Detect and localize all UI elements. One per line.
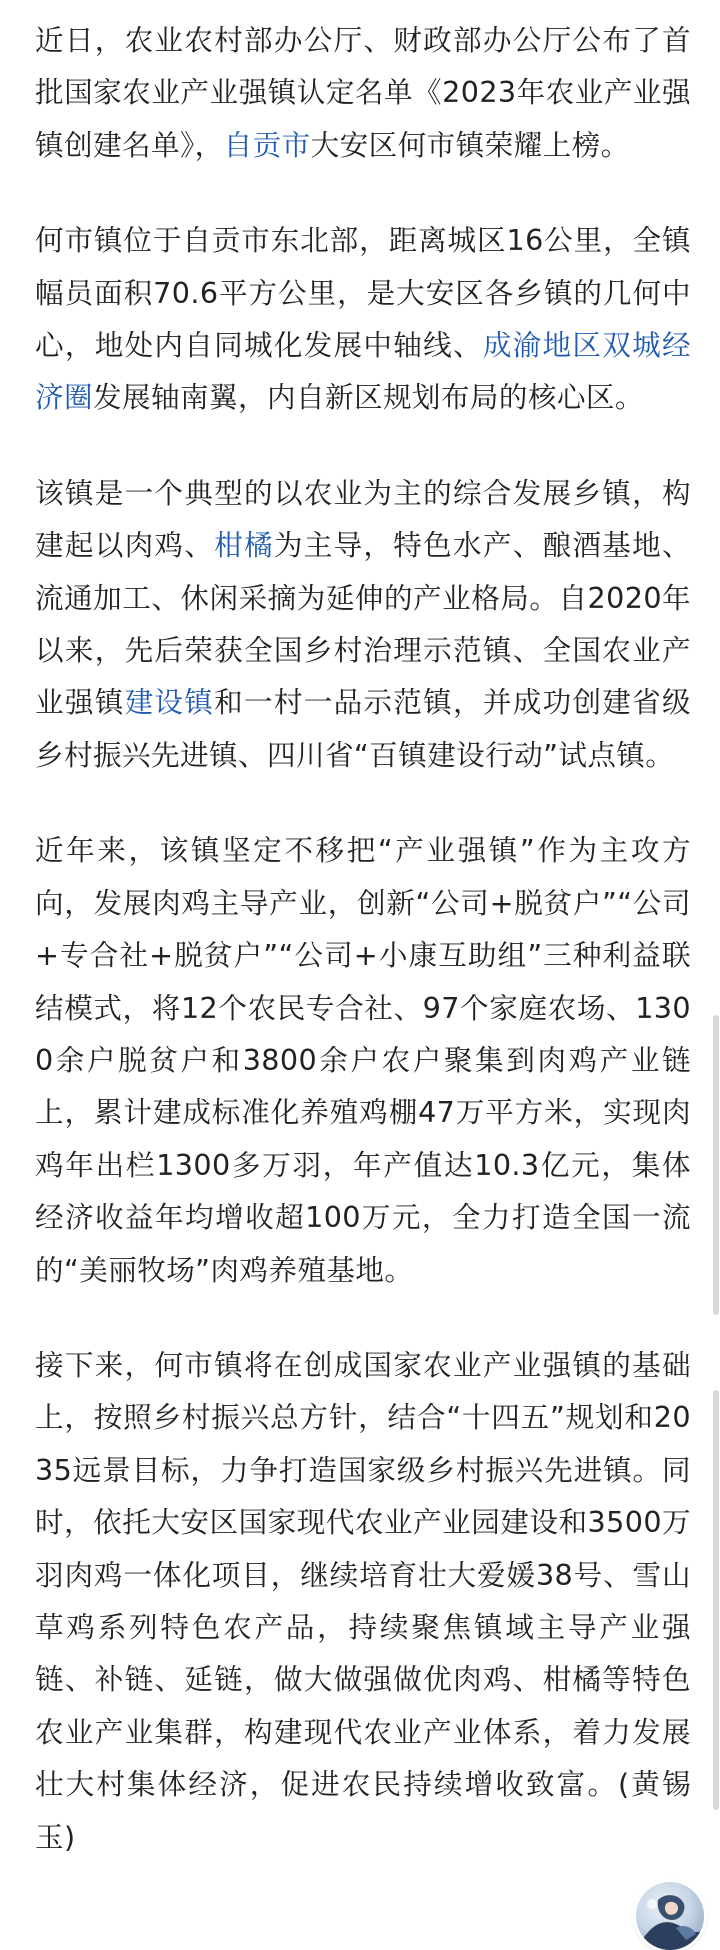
user-avatar-icon [636,1882,704,1950]
paragraph-4 [35,824,691,1296]
paragraph-1-text-1: 近日，农业农村部办公厅、财政部办公厅公布了首批国家农业产业强镇认定名单《2023年农业产业强镇创建名单》， [35,23,691,162]
paragraph-2-text-2: 发展轴南翼，内自新区规划布局的核心区。 [93,380,644,415]
paragraph-3-text-3: 和一村一品示范镇，并成功创建省级乡村振兴先进镇、四川省“百镇建设行动”试点镇。 [35,685,692,772]
paragraph-5-text-1: 接下来，何市镇将在创成国家农业产业强镇的基础上，按照乡村振兴总方针，结合“十四五”规划和2035远景目标，力争打造国家级乡村振兴先进镇。同时，依托大安区国家现代农业产业园建设和3500万羽肉鸡一体化项目，继续培育壮大爱媛38号、雪山草鸡系列特色农产品，持续聚焦镇域主导产业强链、补链、延链，做大做强做优肉鸡、柑橘等特色农业产业集群，构建现代农业产业体系，着力发展壮大村集体经济，促进农民持续增收致富。(黄锡玉) [35,1347,691,1854]
link-chengyu-economic-circle[interactable]: 成渝地区双城经济圈 [35,328,691,415]
paragraph-1-text-2: 大安区何市镇荣耀上榜。 [310,127,630,162]
scrollbar-thumb-upper[interactable] [713,1015,719,1315]
paragraph-3-text-1: 该镇是一个典型的以农业为主的综合发展乡镇，构建起以肉鸡、 [35,475,691,563]
floating-avatar-button[interactable] [636,1882,704,1950]
link-zigong-city[interactable]: 自贡市 [223,127,311,162]
article-body [35,14,691,1906]
scrollbar-thumb-lower[interactable] [713,1390,719,1810]
link-citrus[interactable]: 柑橘 [214,528,274,563]
link-construction-town[interactable]: 建设镇 [124,685,215,720]
paragraph-2 [35,214,691,424]
paragraph-1 [35,14,691,171]
paragraph-3 [35,467,691,781]
paragraph-2-text-1: 何市镇位于自贡市东北部，距离城区16公里，全镇幅员面积70.6平方公里，是大安区各乡镇的几何中心，地处内自同城化发展中轴线、 [35,223,691,363]
paragraph-4-text-1: 近年来，该镇坚定不移把“产业强镇”作为主攻方向，发展肉鸡主导产业，创新“公司+脱贫户”“公司+专合社+脱贫户”“公司+小康互助组”三种利益联结模式，将12个农民专合社、97个家庭农场、1300余户脱贫户和3800余户农户聚集到肉鸡产业链上，累计建成标准化养殖鸡棚47万平方米，实现肉鸡年出栏1300多万羽，年产值达10.3亿元，集体经济收益年均增收超100万元，全力打造全国一流的“美丽牧场”肉鸡养殖基地。 [35,833,691,1287]
paragraph-5 [35,1339,691,1863]
paragraph-3-text-2: 为主导，特色水产、酿酒基地、流通加工、休闲采摘为延伸的产业格局。自2020年以来，先后荣获全国乡村治理示范镇、全国农业产业强镇 [35,528,691,720]
